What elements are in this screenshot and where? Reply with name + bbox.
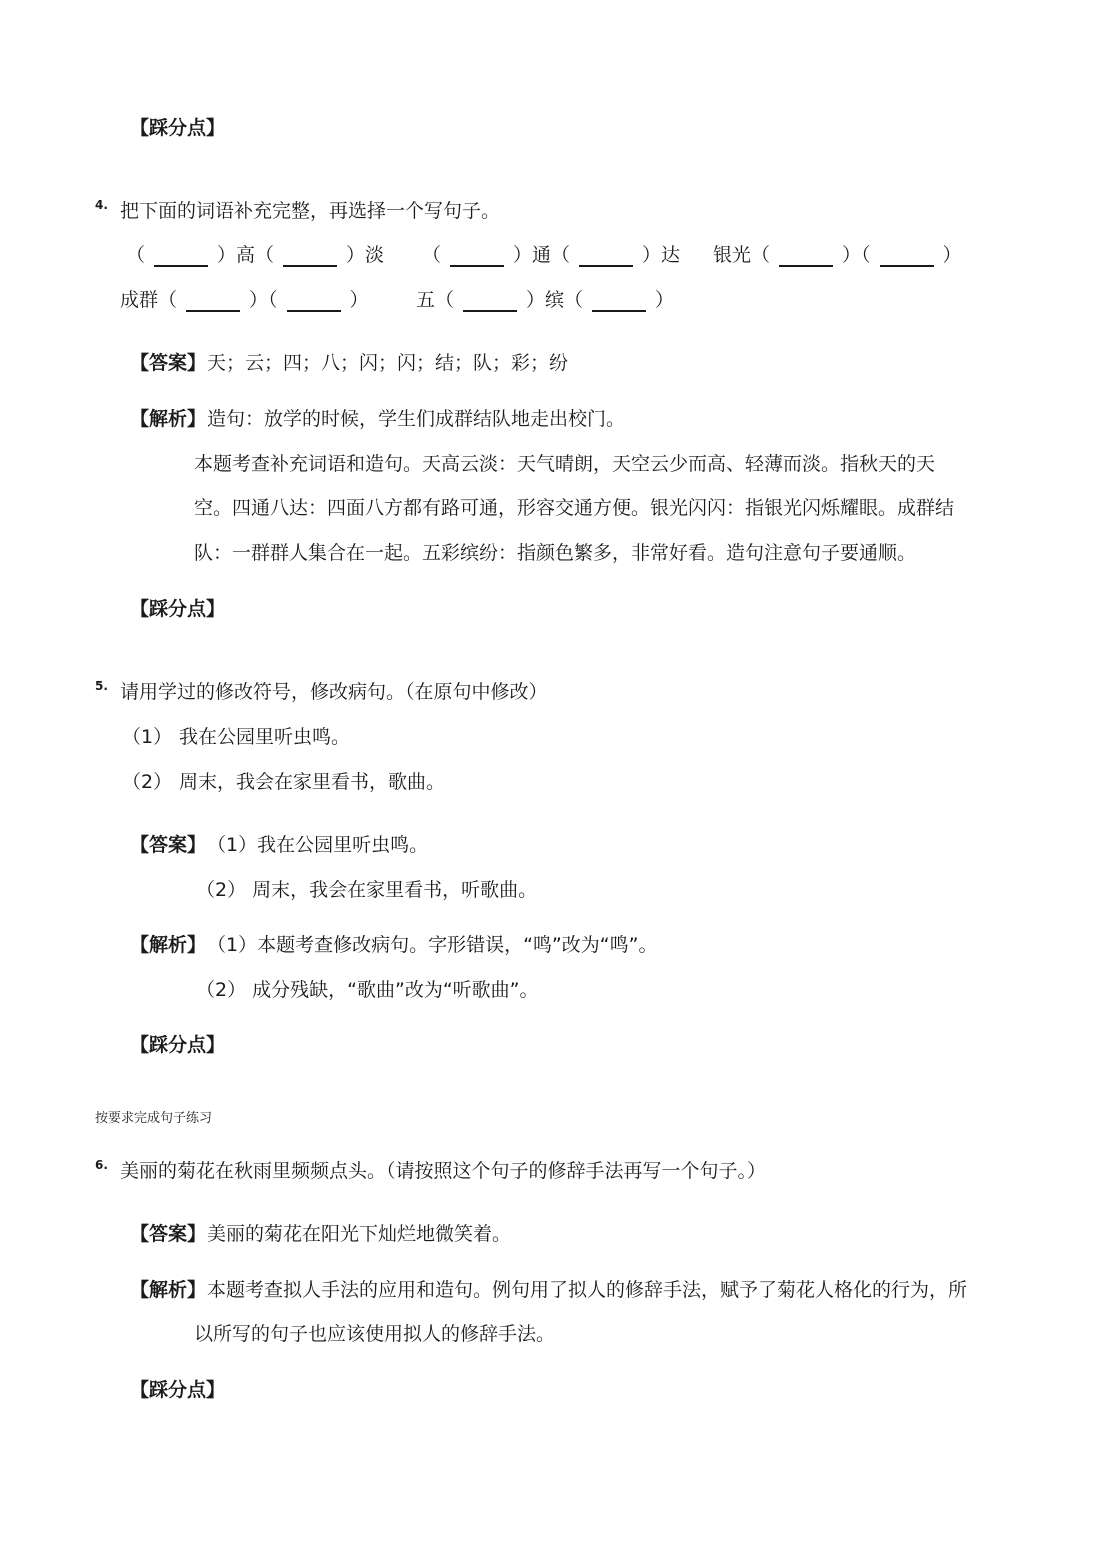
word-tiangaoyundan: （ ）高（ ）淡 xyxy=(126,244,385,266)
question-prompt: 把下面的词语补充完整，再选择一个写句子。 xyxy=(120,200,501,222)
answer-blank[interactable] xyxy=(592,310,646,312)
analysis-line: 空。四通八达：四面八方都有路可通，形容交通方便。银光闪闪：指银光闪烁耀眼。成群结 xyxy=(194,497,955,519)
sub-item-text: 周末，我会在家里看书，歌曲。 xyxy=(179,771,446,793)
score-point-tag: 【踩分点】 xyxy=(130,117,226,139)
answer-text: （2） 周末，我会在家里看书，听歌曲。 xyxy=(196,879,538,901)
analysis-line: 本题考查补充词语和造句。天高云淡：天气晴朗，天空云少而高、轻薄而淡。指秋天的天 xyxy=(194,453,936,475)
answer-tag: 【答案】 xyxy=(130,834,207,856)
analysis-line: 以所写的句子也应该使用拟人的修辞手法。 xyxy=(194,1323,556,1345)
sub-item-number: （2） xyxy=(122,771,173,793)
analysis-tag: 【解析】 xyxy=(130,408,207,430)
answer-blank[interactable] xyxy=(287,310,341,312)
fill-blank-row-2b xyxy=(416,288,674,312)
answer-text: 美丽的菊花在阳光下灿烂地微笑着。 xyxy=(207,1223,512,1245)
sub-item-number: （1） xyxy=(122,726,173,748)
question-number: 4. xyxy=(95,198,108,212)
analysis-tag: 【解析】 xyxy=(130,1279,207,1301)
score-point-tag: 【踩分点】 xyxy=(130,598,226,620)
answer-blank[interactable] xyxy=(779,265,833,267)
answer-blank[interactable] xyxy=(450,265,504,267)
answer-blank[interactable] xyxy=(463,310,517,312)
score-point-tag: 【踩分点】 xyxy=(130,1379,226,1401)
fill-blank-row-1c xyxy=(713,243,962,267)
question-prompt: 请用学过的修改符号，修改病句。（在原句中修改） xyxy=(120,681,548,703)
answer-blank[interactable] xyxy=(186,310,240,312)
word-chengqunjiedui: 成群（ ）（ ） xyxy=(120,289,369,311)
word-sitongbada: （ ）通（ ）达 xyxy=(422,244,681,266)
answer-blank[interactable] xyxy=(880,265,934,267)
analysis-sentence: 造句：放学的时候，学生们成群结队地走出校门。 xyxy=(207,408,626,430)
answer-tag: 【答案】 xyxy=(130,352,207,374)
answer-blank[interactable] xyxy=(283,265,337,267)
analysis-line: （1）本题考查修改病句。字形错误，“鸣”改为“鸣”。 xyxy=(207,934,658,956)
analysis-line: 队：一群群人集合在一起。五彩缤纷：指颜色繁多，非常好看。造句注意句子要通顺。 xyxy=(194,542,917,564)
word-wucaibinfen: 五（ ）缤（ ） xyxy=(416,289,675,311)
section-title: 按要求完成句子练习 xyxy=(95,1111,213,1126)
analysis-line: （2） 成分残缺，“歌曲”改为“听歌曲”。 xyxy=(196,979,539,1001)
fill-blank-row-1b xyxy=(422,243,680,267)
answer-tag: 【答案】 xyxy=(130,1223,207,1245)
answer-blank[interactable] xyxy=(579,265,633,267)
answer-text: 天；云；四；八；闪；闪；结；队；彩；纷 xyxy=(207,352,569,374)
analysis-tag: 【解析】 xyxy=(130,934,207,956)
fill-blank-row-1 xyxy=(126,243,384,267)
answer-text: （1）我在公园里听虫鸣。 xyxy=(207,834,429,856)
answer-blank[interactable] xyxy=(154,265,208,267)
analysis-line: 本题考查拟人手法的应用和造句。例句用了拟人的修辞手法，赋予了菊花人格化的行为，所 xyxy=(207,1279,968,1301)
fill-blank-row-2 xyxy=(120,288,369,312)
word-yinguangshanshan: 银光（ ）（ ） xyxy=(713,244,962,266)
score-point-tag: 【踩分点】 xyxy=(130,1034,226,1056)
sub-item-text: 我在公园里听虫鸣。 xyxy=(179,726,351,748)
question-number: 6. xyxy=(95,1158,108,1172)
question-number: 5. xyxy=(95,679,108,693)
question-prompt: 美丽的菊花在秋雨里频频点头。（请按照这个句子的修辞手法再写一个句子。） xyxy=(120,1160,767,1182)
